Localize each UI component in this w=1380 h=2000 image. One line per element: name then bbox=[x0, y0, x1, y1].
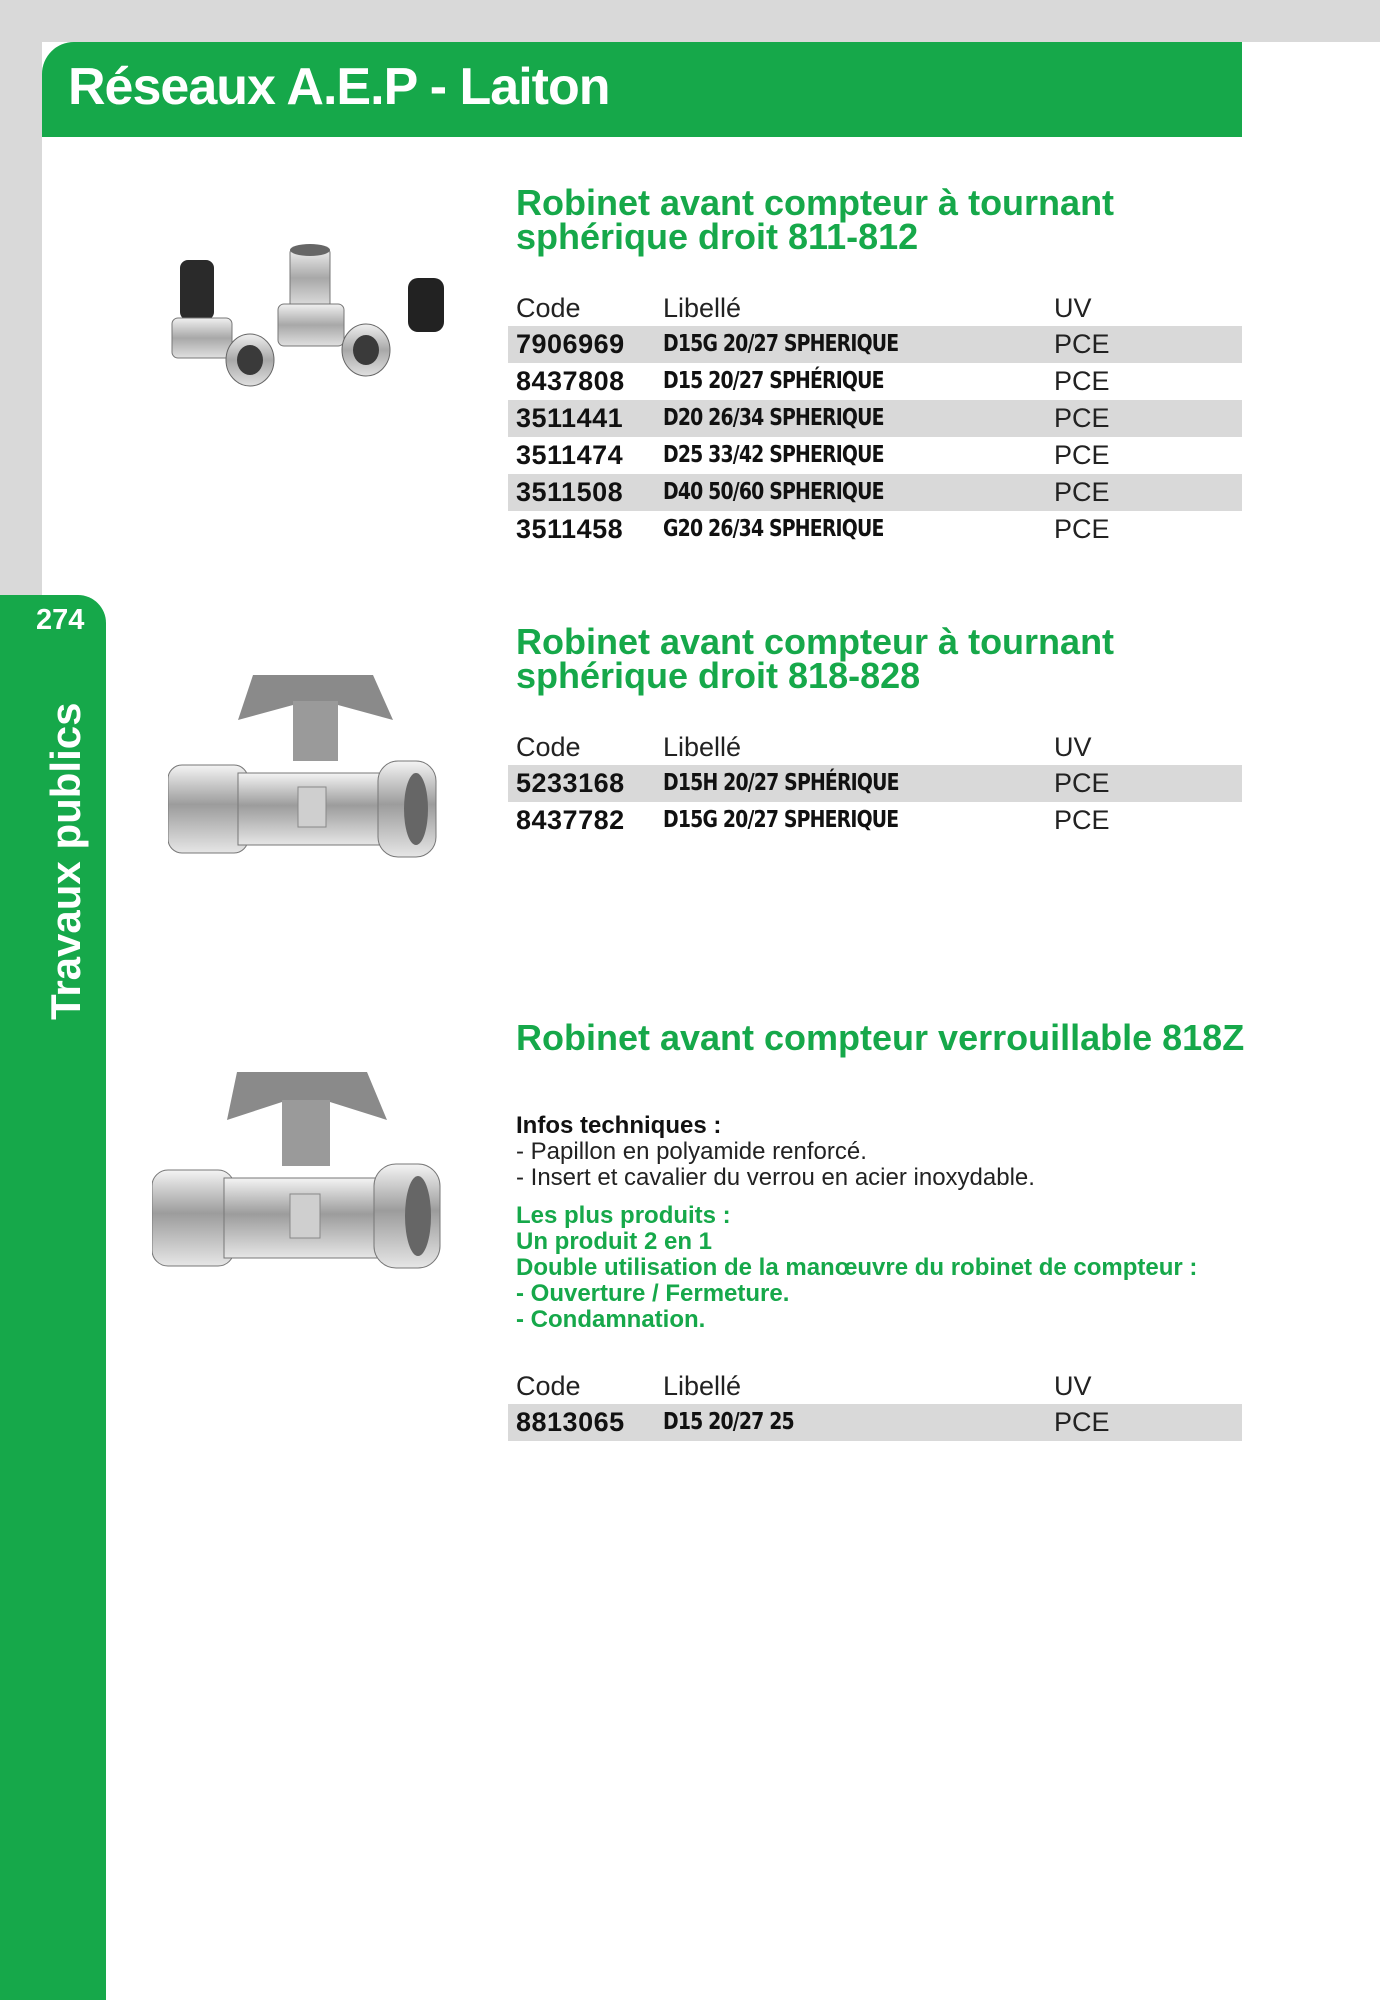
cell-uv: PCE bbox=[1054, 366, 1110, 396]
valve-811-812-image bbox=[150, 240, 450, 410]
infos-title: Infos techniques : bbox=[516, 1112, 722, 1139]
table-header bbox=[508, 729, 1242, 765]
cell-uv: PCE bbox=[1054, 768, 1110, 798]
cell-code: 3511458 bbox=[516, 514, 624, 544]
cell-code: 7906969 bbox=[516, 329, 625, 359]
cell-libelle: D40 50/60 SPHERIQUE bbox=[663, 479, 884, 505]
table-row bbox=[508, 437, 1242, 474]
header-libelle: Libellé bbox=[663, 732, 742, 762]
header-uv: UV bbox=[1054, 732, 1092, 762]
header-libelle: Libellé bbox=[663, 293, 742, 323]
cell-code: 3511508 bbox=[516, 477, 624, 507]
header-code: Code bbox=[516, 293, 581, 323]
header-code: Code bbox=[516, 732, 581, 762]
top-grey-band bbox=[0, 0, 1380, 42]
header-uv: UV bbox=[1054, 293, 1092, 323]
cell-uv: PCE bbox=[1054, 514, 1110, 544]
cell-uv: PCE bbox=[1054, 805, 1110, 835]
table-row bbox=[508, 400, 1242, 437]
table-row bbox=[508, 326, 1242, 363]
info-line: - Papillon en polyamide renforcé. bbox=[516, 1138, 867, 1165]
cell-uv: PCE bbox=[1054, 1407, 1110, 1437]
product-info bbox=[516, 1113, 1276, 1333]
cell-uv: PCE bbox=[1054, 329, 1110, 359]
table-header bbox=[508, 1368, 1242, 1404]
left-grey-band bbox=[0, 0, 42, 595]
header-uv: UV bbox=[1054, 1371, 1092, 1401]
page-number: 274 bbox=[36, 604, 85, 636]
cell-libelle: G20 26/34 SPHERIQUE bbox=[663, 516, 884, 542]
lockable-ball-valve-818z-image bbox=[152, 1060, 452, 1310]
table-row bbox=[508, 802, 1242, 839]
cell-code: 8813065 bbox=[516, 1407, 625, 1437]
product-table bbox=[508, 290, 1242, 548]
table-row bbox=[508, 474, 1242, 511]
plus-title: Les plus produits : bbox=[516, 1202, 731, 1229]
table-row bbox=[508, 765, 1242, 802]
cell-code: 3511441 bbox=[516, 403, 624, 433]
plus-line: Double utilisation de la manœuvre du robinet de compteur : bbox=[516, 1254, 1198, 1281]
table-row bbox=[508, 363, 1242, 400]
plus-line: - Condamnation. bbox=[516, 1306, 706, 1333]
cell-libelle: D15G 20/27 SPHERIQUE bbox=[663, 807, 899, 833]
cell-libelle: D15G 20/27 SPHERIQUE bbox=[663, 331, 899, 357]
table-row bbox=[508, 511, 1242, 548]
page-header bbox=[42, 42, 1242, 137]
cell-uv: PCE bbox=[1054, 477, 1110, 507]
section-title: Robinet avant compteur à tournant sphérique droit 818-828 bbox=[516, 621, 1115, 696]
cell-code: 5233168 bbox=[516, 768, 625, 798]
page-title: Réseaux A.E.P - Laiton bbox=[68, 58, 610, 116]
plus-line: Un produit 2 en 1 bbox=[516, 1228, 713, 1255]
info-line: - Insert et cavalier du verrou en acier inoxydable. bbox=[516, 1164, 1035, 1191]
product-table bbox=[508, 1368, 1242, 1441]
ball-valve-818-828-image bbox=[168, 665, 448, 895]
plus-line: - Ouverture / Fermeture. bbox=[516, 1280, 790, 1307]
cell-libelle: D15 20/27 25 bbox=[663, 1409, 794, 1435]
cell-code: 8437782 bbox=[516, 805, 625, 835]
table-row bbox=[508, 1404, 1242, 1441]
cell-uv: PCE bbox=[1054, 403, 1110, 433]
cell-libelle: D15 20/27 SPHÉRIQUE bbox=[663, 368, 884, 394]
table-header bbox=[508, 290, 1242, 326]
header-code: Code bbox=[516, 1371, 581, 1401]
cell-code: 3511474 bbox=[516, 440, 624, 470]
cell-libelle: D15H 20/27 SPHÉRIQUE bbox=[663, 770, 899, 796]
section-title: Robinet avant compteur verrouillable 818Z bbox=[516, 1017, 1245, 1058]
cell-libelle: D25 33/42 SPHERIQUE bbox=[663, 442, 884, 468]
product-table bbox=[508, 729, 1242, 839]
cell-code: 8437808 bbox=[516, 366, 625, 396]
cell-libelle: D20 26/34 SPHERIQUE bbox=[663, 405, 884, 431]
section-title: Robinet avant compteur à tournant sphérique droit 811-812 bbox=[516, 182, 1115, 257]
cell-uv: PCE bbox=[1054, 440, 1110, 470]
header-libelle: Libellé bbox=[663, 1371, 742, 1401]
category-label: Travaux publics bbox=[42, 702, 89, 1020]
